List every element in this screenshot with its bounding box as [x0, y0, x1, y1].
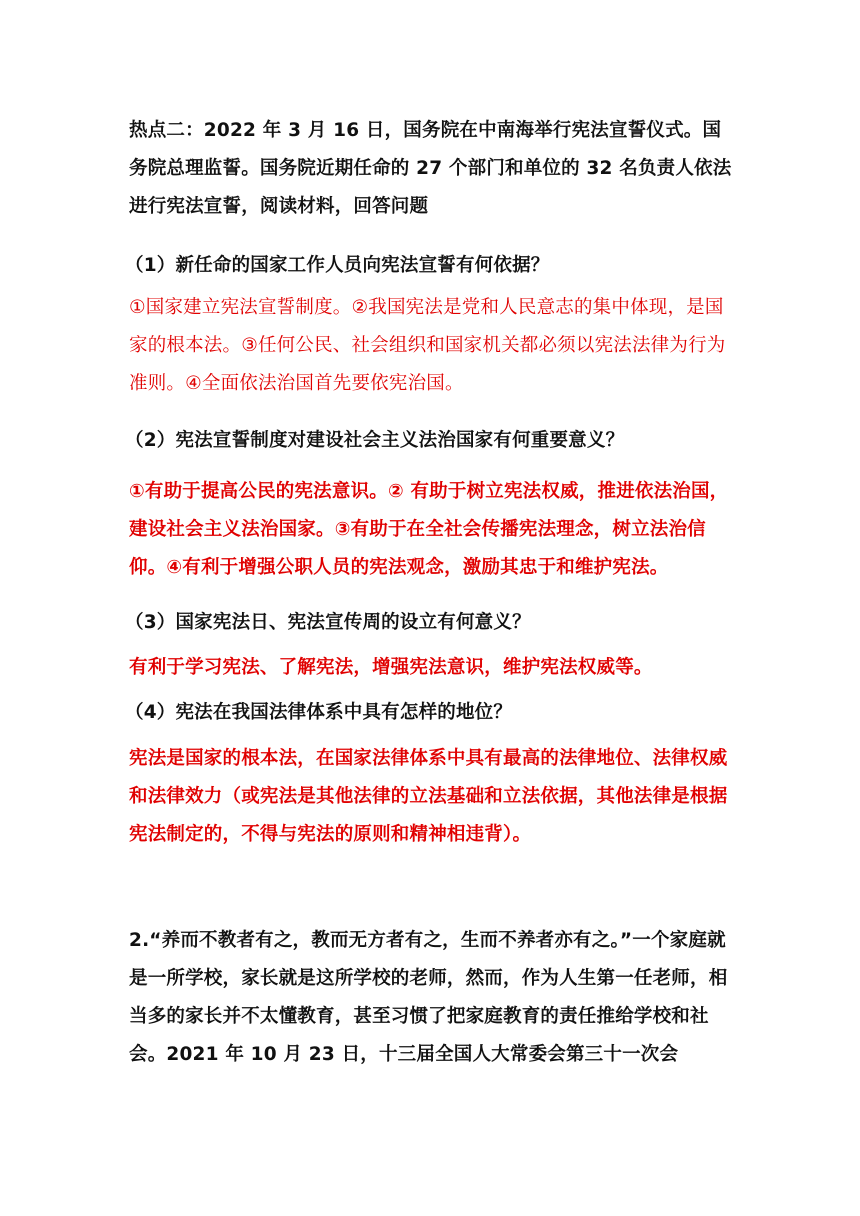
item-2-text: 2.“养而不教者有之，教而无方者有之，生而不养者亦有之。”一个家庭就是一所学校，家长就是这所学校的老师，然而，作为人生第一任老师，相当多的家长并不太懂教育，甚至习惯了把家庭教育的责任推给学校和社会。2021 年 10 月 23 日，十三届全国人大常委会第三十一次会: [129, 930, 728, 1065]
question-2: （2）宪法宣誓制度对建设社会主义法治国家有何重要意义？: [125, 430, 625, 451]
question-3: （3）国家宪法日、宪法宣传周的设立有何意义？: [125, 612, 531, 633]
question-4: （4）宪法在我国法律体系中具有怎样的地位？: [125, 702, 513, 723]
answer-4: 宪法是国家的根本法，在国家法律体系中具有最高的法律地位、法律权威和法律效力（或宪法是其他法律的立法基础和立法依据，其他法律是根据宪法制定的，不得与宪法的原则和精神相违背）。: [129, 748, 728, 845]
answer-3: 有利于学习宪法、了解宪法，增强宪法意识，维护宪法权威等。: [129, 657, 653, 678]
question-1: （1）新任命的国家工作人员向宪法宣誓有何依据？: [125, 255, 550, 276]
answer-1: ①国家建立宪法宣誓制度。②我国宪法是党和人民意志的集中体现，是国家的根本法。③任何公民、社会组织和国家机关都必须以宪法法律为行为准则。④全面依法治国首先要依宪治国。: [129, 297, 726, 394]
answer-2: ①有助于提高公民的宪法意识。② 有助于树立宪法权威，推进依法治国，建设社会主义法治国家。③有助于在全社会传播宪法理念，树立法治信仰。④有利于增强公职人员的宪法观念，激励其忠于和维护宪法。: [129, 481, 729, 578]
hotspot-intro: 热点二：2022 年 3 月 16 日，国务院在中南海举行宪法宣誓仪式。国务院总理监誓。国务院近期任命的 27 个部门和单位的 32 名负责人依法进行宪法宣誓，阅读材料，回答问题: [129, 120, 732, 217]
